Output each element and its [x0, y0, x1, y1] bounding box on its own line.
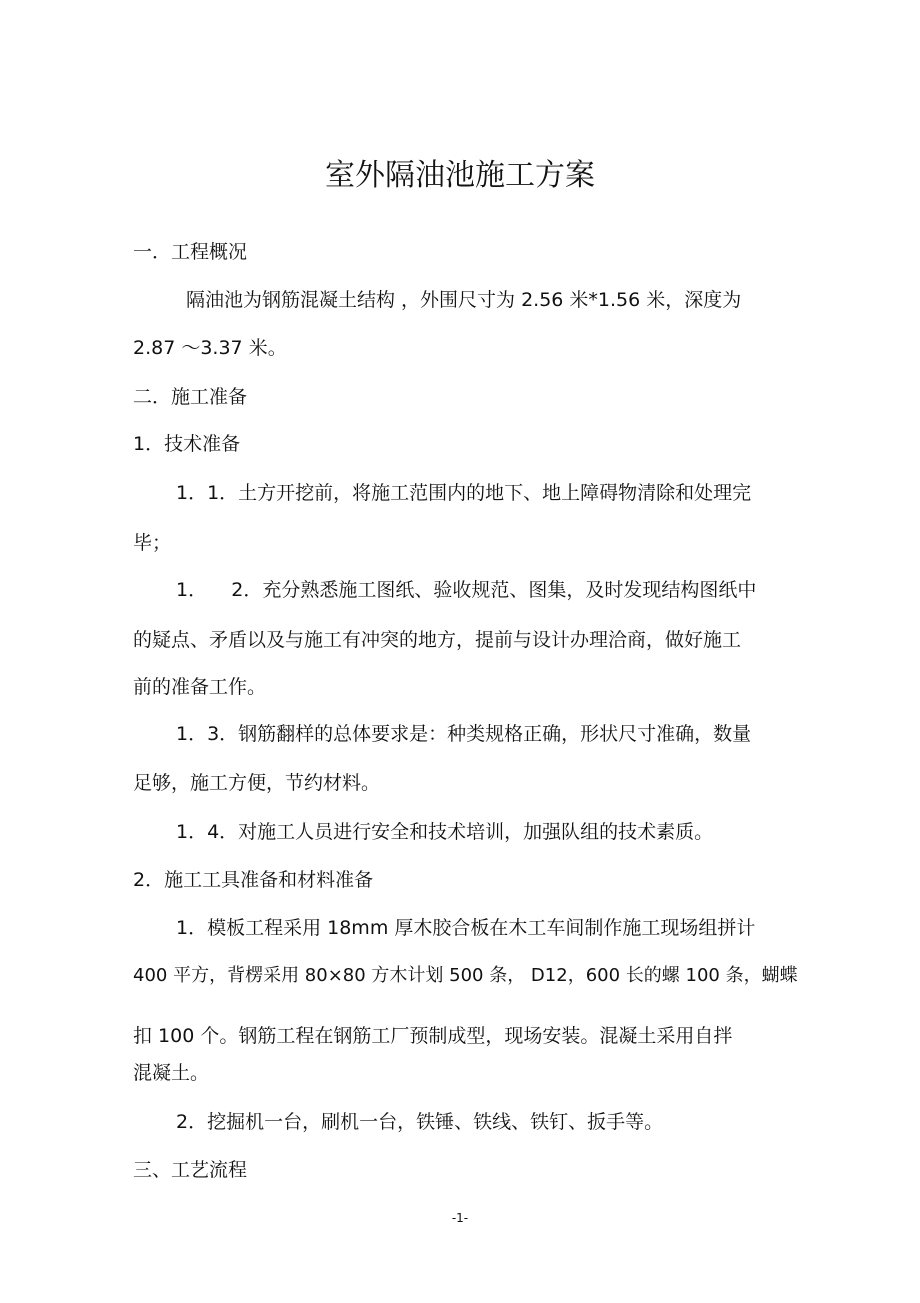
paragraph-line: 的疑点、矛盾以及与施工有冲突的地方，提前与设计办理洽商，做好施工	[133, 629, 742, 651]
paragraph-line: 混凝土。	[133, 1062, 210, 1084]
paragraph-line: 1．1．土方开挖前，将施工范围内的地下、地上障碍物清除和处理完	[176, 482, 752, 504]
section-heading-preparation: 二．施工准备	[133, 386, 248, 408]
paragraph-line: 1． 2．充分熟悉施工图纸、验收规范、图集，及时发现结构图纸中	[176, 579, 757, 601]
subsection-heading-tools: 2．施工工具准备和材料准备	[133, 869, 374, 891]
paragraph-line: 1．模板工程采用 18mm 厚木胶合板在木工车间制作施工现场组拼计	[176, 917, 756, 939]
paragraph-line: 2.87 ～3.37 米。	[133, 337, 287, 359]
section-heading-process: 三、工艺流程	[133, 1159, 248, 1181]
paragraph-line: 1．3．钢筋翻样的总体要求是：种类规格正确，形状尺寸准确，数量	[176, 723, 752, 745]
paragraph-line: 隔油池为钢筋混凝土结构 ，外围尺寸为 2.56 米*1.56 米，深度为	[186, 289, 742, 311]
paragraph-line: 400 平方，背楞采用 80×80 方木计划 500 条， D12，600 长的螺 100 条，蝴蝶	[133, 965, 798, 986]
section-heading-overview: 一．工程概况	[133, 241, 248, 263]
paragraph-line: 1．4．对施工人员进行安全和技术培训，加强队组的技术素质。	[176, 821, 714, 843]
paragraph-line: 2．挖掘机一台，刷机一台，铁锤、铁线、铁钉、扳手等。	[176, 1111, 664, 1133]
document-title: 室外隔油池施工方案	[325, 158, 595, 193]
paragraph-line: 足够，施工方便，节约材料。	[133, 772, 381, 794]
paragraph-line: 毕；	[133, 532, 172, 554]
page-number: -1-	[451, 1211, 469, 1225]
paragraph-line: 前的准备工作。	[133, 676, 267, 698]
subsection-heading-technical: 1．技术准备	[133, 433, 241, 455]
paragraph-line: 扣 100 个。钢筋工程在钢筋工厂预制成型，现场安装。混凝土采用自拌	[133, 1025, 733, 1047]
